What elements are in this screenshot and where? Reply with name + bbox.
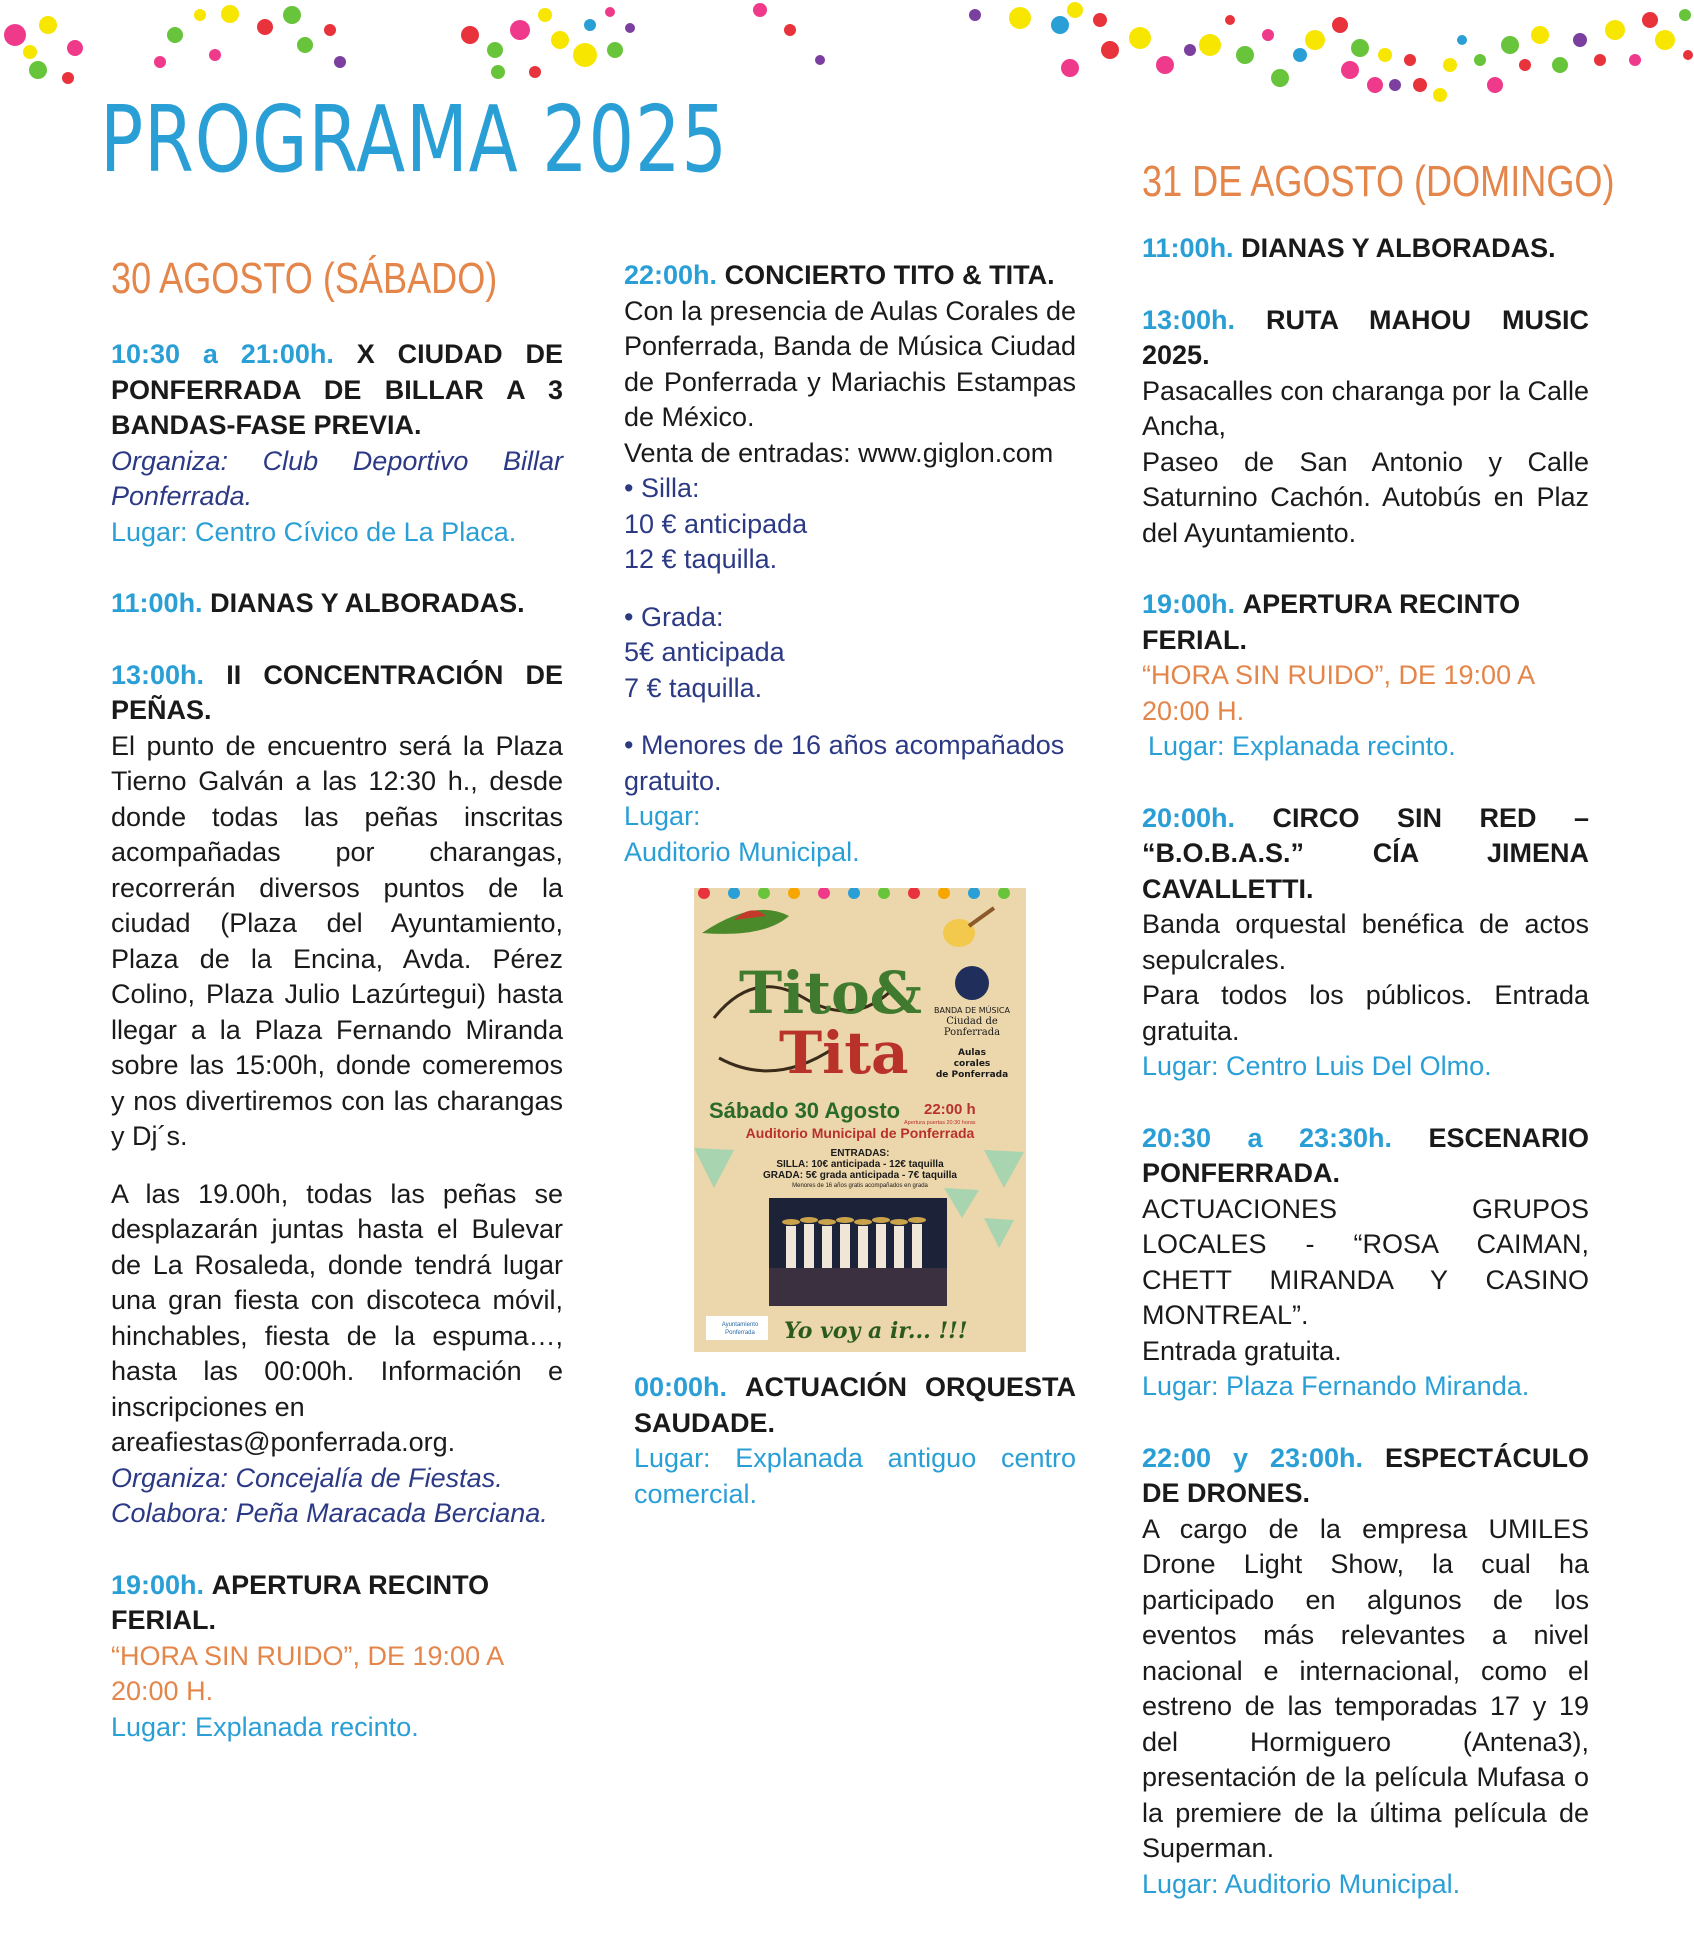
poster-venue: Auditorio Municipal de Ponferrada: [745, 1125, 975, 1141]
event-billar: [111, 337, 563, 550]
event-time: 13:00h.: [1142, 304, 1236, 335]
event-title: APERTURA RECINTO FERIAL.: [1142, 589, 1521, 655]
event-description: Para todos los públicos. Entrada gratuita.: [1142, 980, 1589, 1046]
poster-doors: Apertura puertas 20:30 horas: [904, 1120, 976, 1126]
event-title: CIRCO SIN RED – “B.O.B.A.S.” CÍA JIMENA CAVALLETTI.: [1142, 802, 1589, 904]
poster-brand-line1: Tito&: [739, 959, 923, 1027]
day-heading-saturday: 30 AGOSTO (SÁBADO): [111, 254, 498, 303]
event-apertura: [111, 1568, 563, 1746]
event-time: 10:30 a 21:00h.: [111, 339, 334, 370]
poster-ayuntamiento-1: Ayuntamiento: [721, 1322, 759, 1328]
event-time: 20:00h.: [1142, 802, 1236, 833]
event-title: ACTUACIÓN ORQUESTA SAUDADE.: [634, 1372, 1076, 1438]
event-collaborator: Colabora: Peña Maracada Berciana.: [111, 1498, 548, 1529]
event-description: Banda orquestal benéfica de actos sepulcrales.: [1142, 909, 1589, 975]
poster-brand-line2: Tita: [779, 1019, 909, 1087]
poster-silla: SILLA: 10€ anticipada - 12€ taquilla: [776, 1159, 944, 1170]
poster-aulas-2: corales: [953, 1059, 991, 1069]
event-title: DIANAS Y ALBORADAS.: [1241, 233, 1556, 264]
poster-band-3: Ponferrada: [943, 1027, 1001, 1038]
day-heading-sunday: 31 DE AGOSTO (DOMINGO): [1142, 157, 1615, 206]
poster-band-1: BANDA DE MÚSICA: [934, 1006, 1010, 1015]
event-description: A cargo de la empresa UMILES Drone Light Show, la cual ha participado en algunos de los eventos más relevantes a nivel nacional e internacional, como el estreno de las temporadas 17 y 19 del Hormiguero (Antena3), presentación de la película Mufasa o la premiere de la última película de Superman.: [1142, 1513, 1589, 1864]
event-title: APERTURA RECINTO FERIAL.: [111, 1569, 490, 1636]
event-time: 20:30 a 23:30h.: [1142, 1122, 1393, 1153]
event-location: Lugar: Plaza Fernando Miranda.: [1142, 1371, 1530, 1402]
poster-menores: Menores de 16 años gratis acompañados en grada: [792, 1183, 928, 1189]
poster-aulas-3: de Ponferrada: [935, 1070, 1009, 1080]
poster-band-2: Ciudad de: [946, 1016, 998, 1027]
poster-entradas: ENTRADAS:: [830, 1148, 890, 1159]
ticket-silla-price: 10 € anticipada: [624, 508, 808, 539]
event-ruta-mahou: [1142, 303, 1589, 552]
event-note: “HORA SIN RUIDO”, DE 19:00 A 20:00 H.: [1142, 660, 1534, 726]
event-drones: [1142, 1441, 1589, 1903]
event-description: Pasacalles con charanga por la Calle Ancha,: [1142, 375, 1589, 442]
event-time: 22:00h.: [624, 260, 718, 290]
ticket-silla-price: 12 € taquilla.: [624, 544, 778, 574]
event-apertura-sunday: [1142, 587, 1589, 765]
event-location: Lugar: Centro Cívico de La Placa.: [111, 516, 517, 547]
column-saturday: [111, 255, 563, 1781]
event-time: 13:00h.: [111, 659, 205, 690]
concert-poster: [694, 888, 1026, 1352]
poster-slogan: Yo voy a ir... !!!: [784, 1318, 968, 1344]
event-location: Lugar: Auditorio Municipal.: [1142, 1868, 1461, 1899]
event-time: 19:00h.: [111, 1569, 205, 1600]
poster-hour: 22:00 h: [924, 1101, 976, 1118]
event-organizer: Organiza: Club Deportivo Billar Ponferrada.: [111, 445, 563, 512]
poster-grada: GRADA: 5€ grada anticipada - 7€ taquilla: [763, 1170, 957, 1181]
event-title: DIANAS Y ALBORADAS.: [210, 588, 525, 619]
event-dianas-sunday: [1142, 231, 1589, 267]
event-note: “HORA SIN RUIDO”, DE 19:00 A 20:00 H.: [111, 1640, 503, 1707]
ticket-grada-price: 7 € taquilla.: [624, 672, 763, 703]
poster-date: Sábado 30 Agosto: [709, 1098, 901, 1123]
event-title: X CIUDAD DE PONFERRADA DE BILLAR A 3 BANDAS-FASE PREVIA.: [111, 339, 564, 441]
event-location: Lugar: Centro Luis Del Olmo.: [1142, 1051, 1492, 1082]
poster-aulas-1: Aulas: [958, 1048, 986, 1058]
page-title: PROGRAMA 2025: [100, 86, 728, 193]
event-description: ACTUACIONES GRUPOS LOCALES - “ROSA CAIMAN, CHETT MIRANDA Y CASINO MONTREAL”.: [1142, 1193, 1589, 1331]
event-title: ESPECTÁCULO DE DRONES.: [1142, 1442, 1589, 1509]
event-concentracion: [111, 658, 563, 1532]
event-location: Auditorio Municipal.: [624, 836, 860, 867]
event-description: El punto de encuentro será la Plaza Tierno Galván a las 12:30 h., desde donde todas las peñas inscritas acompañadas por charangas, recorrerán diversos puntos de la ciudad (Plaza del Ayuntamiento, Plaza de la Encina, Avda. Pérez Colino, Plaza Julio Lazúrtegui) hasta llegar a la Plaza Fernando Miranda sobre las 15:00h, donde comeremos y nos divertiremos con las charangas y Dj´s.: [111, 730, 563, 1152]
event-circo: [1142, 801, 1589, 1085]
event-concierto: [624, 258, 1076, 870]
event-description: A las 19.00h, todas las peñas se desplazarán juntas hasta el Bulevar de La Rosaleda, donde tendrá lugar una gran fiesta con discoteca móvil, hinchables, fiesta de la espuma…, hasta las 00:00h. Información e inscripciones en: [111, 1178, 563, 1422]
ticket-grada: • Grada:: [624, 601, 724, 632]
column-sunday: [1142, 157, 1615, 1938]
event-time: 11:00h.: [1142, 233, 1234, 264]
ticket-menores: • Menores de 16 años acompañados gratuito.: [624, 730, 1065, 796]
event-title: ESCENARIO PONFERRADA.: [1142, 1122, 1589, 1189]
event-escenario: [1142, 1121, 1589, 1405]
ticket-silla: • Silla:: [624, 473, 700, 503]
event-organizer: Organiza: Concejalía de Fiestas.: [111, 1462, 503, 1493]
ticket-grada-price: 5€ anticipada: [624, 637, 785, 667]
event-description: Entrada gratuita.: [1142, 1335, 1342, 1366]
event-title: CONCIERTO TITO & TITA.: [724, 260, 1055, 290]
poster-art: [694, 888, 1026, 1352]
poster-ayuntamiento-2: Ponferrada: [725, 1330, 755, 1336]
event-title: II CONCENTRACIÓN DE PEÑAS.: [111, 659, 563, 726]
contact-email[interactable]: areafiestas@ponferrada.org.: [111, 1427, 456, 1458]
event-time: 00:00h.: [634, 1372, 728, 1402]
ticket-link[interactable]: Venta de entradas: www.giglon.com: [624, 437, 1054, 468]
event-location: Lugar: Explanada recinto.: [1148, 731, 1456, 762]
event-description: Paseo de San Antonio y Calle Saturnino Cachón. Autobús en Plaz del Ayuntamiento.: [1142, 446, 1589, 548]
event-time: 11:00h.: [111, 588, 203, 619]
event-description: Con la presencia de Aulas Corales de Ponferrada, Banda de Música Ciudad de Ponferrada y Mariachis Estampas de México.: [624, 295, 1076, 432]
column-middle: [624, 258, 1076, 1548]
event-time: 19:00h.: [1142, 589, 1236, 620]
event-title: RUTA MAHOU MUSIC 2025.: [1142, 304, 1589, 371]
event-location-label: Lugar:: [624, 801, 701, 831]
event-dianas: [111, 586, 563, 622]
event-location: Lugar: Explanada recinto.: [111, 1711, 419, 1742]
event-time: 22:00 y 23:00h.: [1142, 1442, 1364, 1473]
event-orquesta: [624, 1370, 1076, 1512]
event-location: Lugar: Explanada antiguo centro comercial.: [634, 1443, 1076, 1509]
